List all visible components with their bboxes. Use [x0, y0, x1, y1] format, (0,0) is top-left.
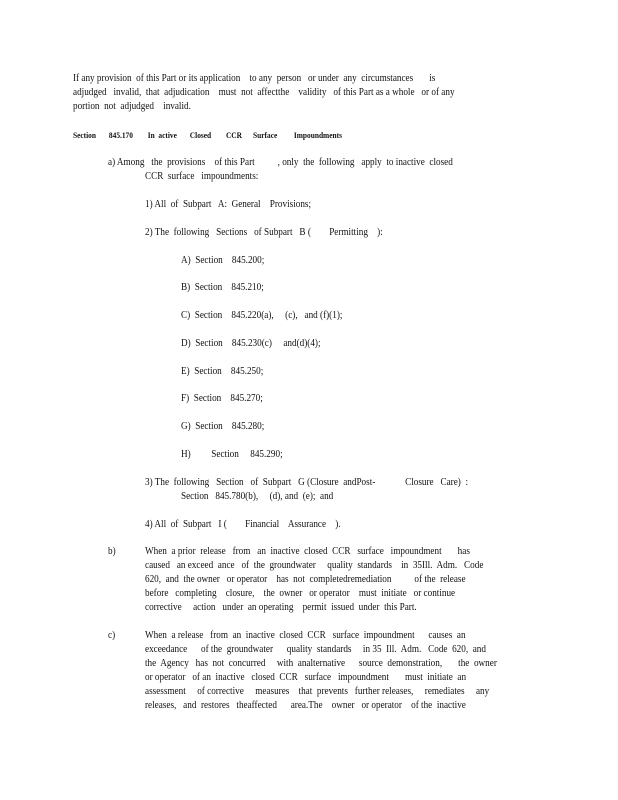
intro-line: If any provision of this Part or its application to any person or under any circumstances is [73, 73, 436, 84]
para-c-marker: c) [108, 630, 116, 641]
para-a-line: a) Among the provisions of this Part , only the following apply to inactive closed [108, 157, 453, 168]
para-c-line: exceedance of the groundwater quality standards in 35 Ill. Adm. Code 620, and [145, 644, 486, 655]
list-item: 3) The following Section of Subpart G (Closure andPost- Closure Care) : [145, 477, 469, 488]
list-item: 4) All of Subpart I ( Financial Assurance ). [145, 519, 341, 530]
para-b-marker: b) [108, 546, 116, 557]
sub-list-item: E) Section 845.250; [181, 366, 264, 377]
para-c-line: the Agency has not concurred with analternative source demonstration, the owner [145, 658, 497, 669]
intro-line: adjudged invalid, that adjudication must not affectthe validity of this Part as a whole or of any [73, 87, 455, 98]
sub-list-item: C) Section 845.220(a), (c), and (f)(1); [181, 310, 343, 321]
sub-list-item: G) Section 845.280; [181, 421, 265, 432]
para-b-line: 620, and the owner or operator has not completedremediation of the release [145, 574, 466, 585]
list-item: 2) The following Sections of Subpart B ( Permitting ): [145, 227, 383, 238]
para-c-line: releases, and restores theaffected area.The owner or operator of the inactive [145, 700, 466, 711]
section-heading: Section 845.170 In active Closed CCR Surface Impoundments [73, 130, 342, 140]
para-b-line: caused an exceed ance of the groundwater quality standards in 35Ill. Adm. Code [145, 560, 484, 571]
para-c-line: or operator of an inactive closed CCR surface impoundment must initiate an [145, 672, 467, 683]
para-c-line: When a release from an inactive closed CCR surface impoundment causes an [145, 630, 466, 641]
sub-list-item: B) Section 845.210; [181, 282, 264, 293]
para-b-line: before completing closure, the owner or operator must initiate or continue [145, 588, 456, 599]
para-c-line: assessment of corrective measures that prevents further releases, remediates any [145, 686, 490, 697]
sub-list-item: A) Section 845.200; [181, 255, 265, 266]
list-item-continuation: Section 845.780(b), (d), and (e); and [181, 491, 334, 502]
sub-list-item: F) Section 845.270; [181, 393, 263, 404]
list-item: 1) All of Subpart A: General Provisions; [145, 199, 312, 210]
sub-list-item: D) Section 845.230(c) and(d)(4); [181, 338, 321, 349]
para-b-line: When a prior release from an inactive closed CCR surface impoundment has [145, 546, 470, 557]
intro-line: portion not adjudged invalid. [73, 101, 191, 112]
para-a-line: CCR surface impoundments: [145, 171, 259, 182]
sub-list-item: H) Section 845.290; [181, 449, 283, 460]
para-b-line: corrective action under an operating permit issued under this Part. [145, 602, 417, 613]
